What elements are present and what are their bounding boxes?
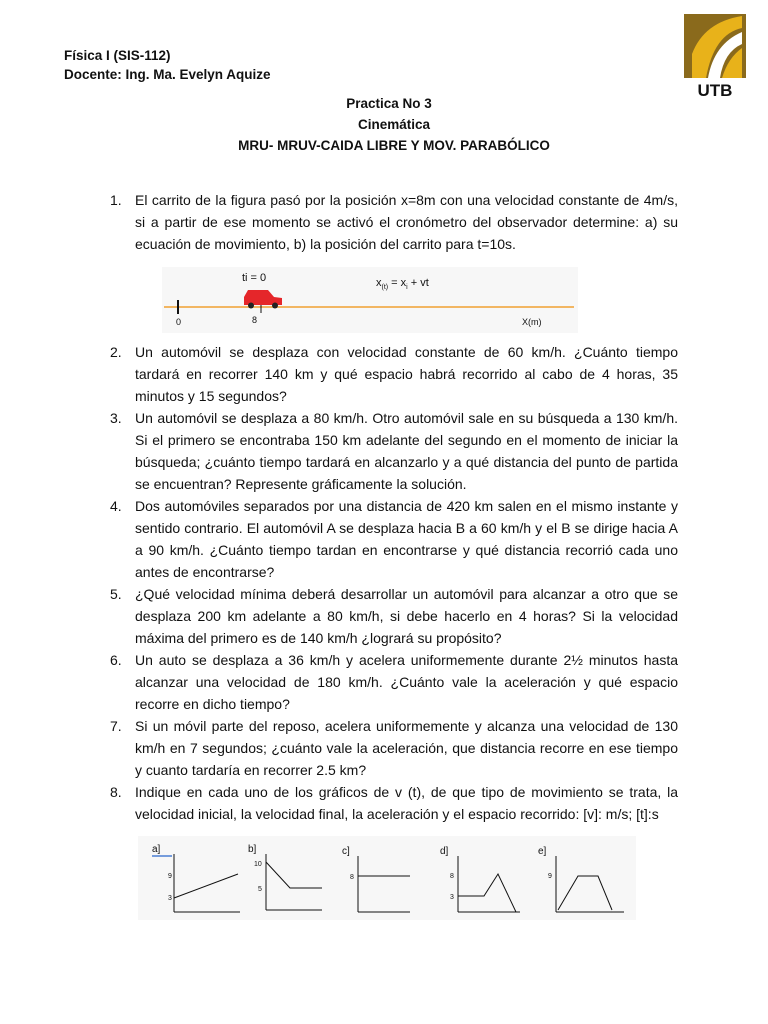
- tick-label: 5: [258, 886, 262, 893]
- practice-title: Practica No 3: [346, 96, 432, 111]
- velocity-graphs: [138, 836, 636, 920]
- graph-c: [342, 846, 410, 912]
- tick-label: 3: [450, 894, 454, 901]
- problem-text: El carrito de la figura pasó por la posición x=8m con una velocidad constante de 4m/s, si a partir de ese momento se activó el cronómetro del observador determine: a) su ecuación de movimiento, b) la posición del carrito para t=10s.: [135, 192, 678, 252]
- problem-item: [110, 715, 678, 781]
- graph-e: [538, 846, 624, 912]
- problem-number: 2.: [110, 344, 122, 360]
- problem-item: [110, 407, 678, 495]
- position-label: 8: [252, 315, 258, 325]
- axis-label: X(m): [522, 317, 542, 327]
- problem-text: Si un móvil parte del reposo, acelera uniformemente y alcanza una velocidad de 130 km/h en 7 segundos; ¿cuánto vale la aceleración, que distancia recorre en ese tiempo y cuanto tardaría en recorrer 2.5 km?: [135, 718, 678, 778]
- tick-label: 8: [350, 874, 354, 881]
- problem-item: [110, 781, 678, 825]
- graph-b: [248, 844, 322, 910]
- tick-label: 3: [168, 895, 172, 902]
- topic-title: Cinemática: [357, 117, 431, 132]
- problem-text: Indique en cada uno de los gráficos de v (t), de que tipo de movimiento se trata, la velocidad inicial, la velocidad final, la aceleración y el espacio recorrido: [v]: m/s; [t]:s: [135, 784, 678, 822]
- car-icon: [244, 290, 282, 309]
- subtopics-title: MRU- MRUV-CAIDA LIBRE Y MOV. PARABÓLICO: [238, 138, 550, 153]
- problem-number: 5.: [110, 586, 122, 602]
- problem-number: 4.: [110, 498, 122, 514]
- velocity-line: [266, 862, 322, 888]
- graph-d: [440, 846, 520, 912]
- problem-number: 8.: [110, 784, 122, 800]
- problem-item: [110, 583, 678, 649]
- graph-label: b]: [248, 844, 257, 855]
- problem-text: Un auto se desplaza a 36 km/h y acelera uniformemente durante 2½ minutos hasta alcanzar una velocidad de 180 km/h. ¿Cuánto vale la aceleración y qué espacio recorre en dicho tiempo?: [135, 652, 678, 712]
- graph-label: c]: [342, 846, 350, 857]
- problem-item: [110, 649, 678, 715]
- time-label: ti = 0: [242, 272, 267, 284]
- tick-label: 9: [548, 873, 552, 880]
- header-info: [64, 46, 271, 84]
- problem-item: [110, 189, 678, 333]
- graph-label: a]: [152, 844, 161, 855]
- problem-text: Dos automóviles separados por una distancia de 420 km salen en el mismo instante y sentido contrario. El automóvil A se desplaza hacia B a 60 km/h y el B se dirige hacia A a 90 km/h. ¿Cuánto tiempo tardan en encontrarse y qué distancia recorrió cada uno antes de encontrarse?: [135, 498, 678, 580]
- velocity-line: [174, 874, 238, 898]
- graph-label: e]: [538, 846, 547, 857]
- problem-text: Un automóvil se desplaza con velocidad constante de 60 km/h. ¿Cuánto tiempo tardará en recorrer 140 km y qué espacio habrá recorrido al cabo de 4 horas, 35 minutos y 15 segundos?: [135, 344, 678, 404]
- graph-a: [152, 844, 240, 912]
- problem-text: Un automóvil se desplaza a 80 km/h. Otro automóvil sale en su búsqueda a 130 km/h. Si el primero se encontraba 150 km adelante del segundo en el momento de iniciar la búsqueda; ¿cuánto tiempo tardará en alcanzarlo y a qué distancia del punto de partida se encuentran? Represente gráficamente la solución.: [135, 410, 678, 492]
- utb-logo: [684, 14, 746, 100]
- origin-label: 0: [176, 317, 182, 327]
- motion-equation: $x_{(t)} = x_i$ + vt: [376, 277, 429, 291]
- car-figure: [162, 267, 578, 333]
- problem-number: 3.: [110, 410, 122, 426]
- problem-item: [110, 341, 678, 407]
- problem-number: 1.: [110, 192, 122, 208]
- velocity-line: [558, 876, 612, 910]
- tick-label: 10: [254, 861, 262, 868]
- course-title: Física I (SIS-112): [64, 48, 171, 63]
- graph-label: d]: [440, 846, 449, 857]
- problem-item: [110, 495, 678, 583]
- velocity-line: [458, 874, 516, 912]
- titles: [0, 93, 768, 156]
- logo-text: UTB: [697, 81, 733, 100]
- problem-list: [110, 189, 678, 825]
- tick-label: 9: [168, 873, 172, 880]
- tick-label: 8: [450, 873, 454, 880]
- problem-number: 7.: [110, 718, 122, 734]
- problem-text: ¿Qué velocidad mínima deberá desarrollar un automóvil para alcanzar a otro que se desplaza 200 km adelante a 80 km/h, si debe hacerlo en 4 horas? Si la velocidad máxima del primero es de 140 km/h ¿logrará su propósito?: [135, 586, 678, 646]
- problem-number: 6.: [110, 652, 122, 668]
- teacher-name: Docente: Ing. Ma. Evelyn Aquize: [64, 67, 271, 82]
